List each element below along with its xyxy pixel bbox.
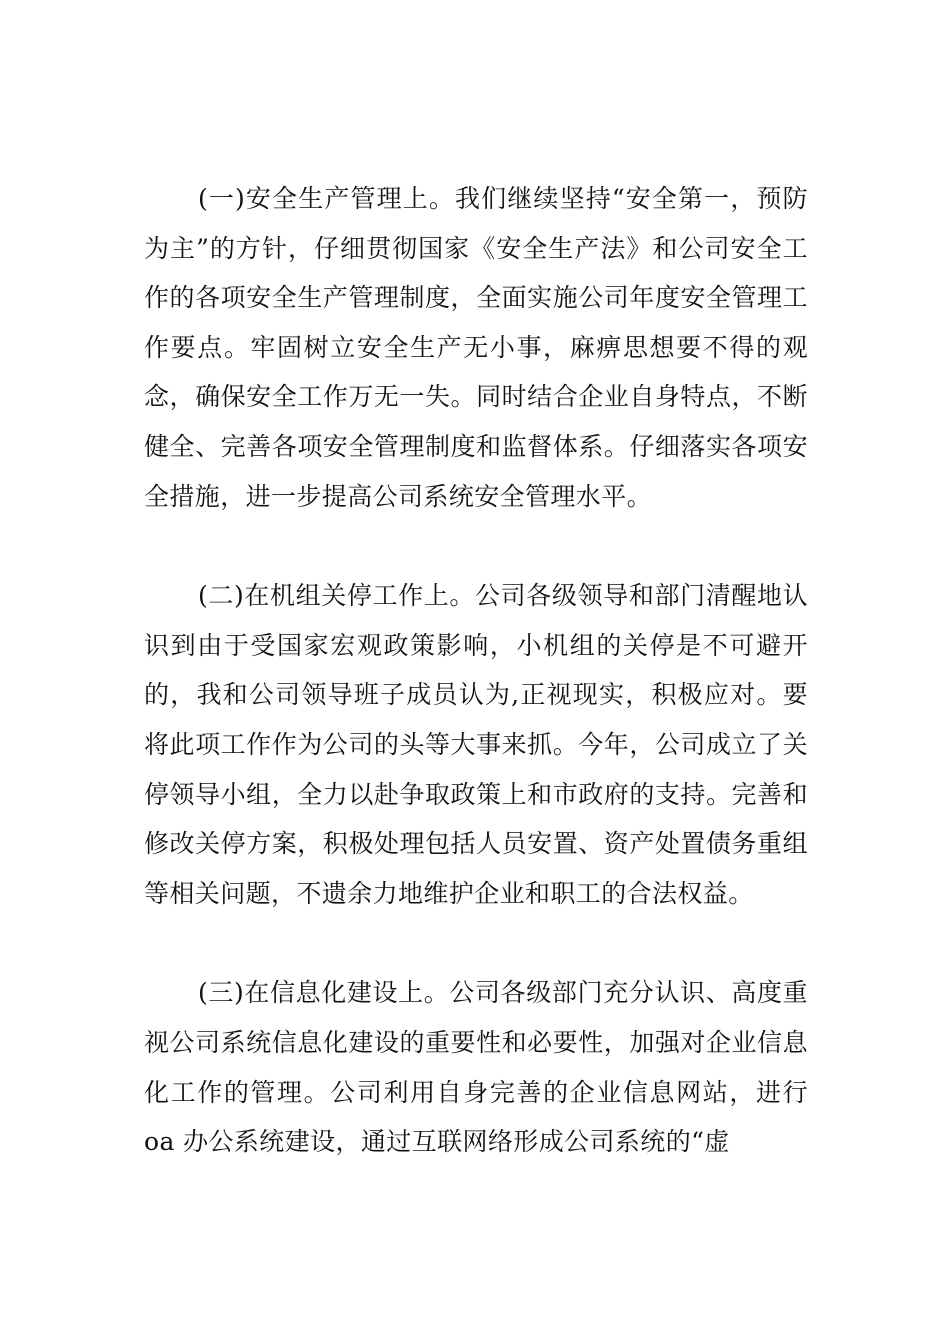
paragraph-unit-shutdown: (二)在机组关停工作上。公司各级领导和部门清醒地认识到由于受国家宏观政策影响，小机组的关停是不可避开的，我和公司领导班子成员认为,正视现实，积极应对。要将此项工作作为公司的头等大事来抓。今年，公司成立了关停领导小组，全力以赴争取政策上和市政府的支持。完善和修改关停方案，积极处理包括人员安置、资产处置债务重组等相关问题，不遗余力地维护企业和职工的合法权益。 bbox=[144, 581, 808, 908]
document-body bbox=[144, 174, 808, 1167]
paragraph-informatization: (三)在信息化建设上。公司各级部门充分认识、高度重视公司系统信息化建设的重要性和必要性，加强对企业信息化工作的管理。公司利用自身完善的企业信息网站，进行 oa 办公系统建设，通过互联网络形成公司系统的“虚 bbox=[144, 978, 808, 1157]
paragraph-safety-management: (一)安全生产管理上。我们继续坚持“安全第一，预防为主”的方针，仔细贯彻国家《安全生产法》和公司安全工作的各项安全生产管理制度，全面实施公司年度安全管理工作要点。牢固树立安全生产无小事，麻痹思想要不得的观念，确保安全工作万无一失。同时结合企业自身特点，不断健全、完善各项安全管理制度和监督体系。仔细落实各项安全措施，进一步提高公司系统安全管理水平。 bbox=[144, 184, 808, 511]
